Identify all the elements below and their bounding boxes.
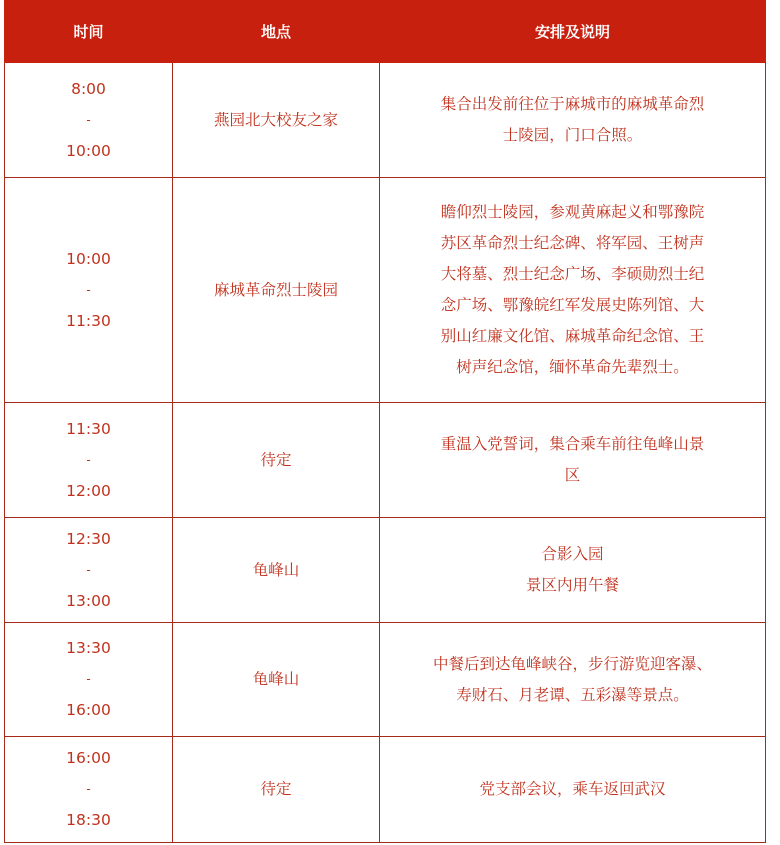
plan-line: 苏区革命烈士纪念碑、将军园、王树声 [440, 234, 705, 252]
table-row [5, 518, 766, 623]
time-cell [5, 178, 173, 403]
header-time: 时间 [5, 1, 173, 63]
plan-line: 合影入园 [541, 545, 604, 563]
plan-line: 集合出发前往位于麻城市的麻城革命烈 [440, 95, 705, 113]
plan-cell [380, 518, 766, 623]
start-time: 8:00 [71, 79, 106, 98]
header-place: 地点 [173, 1, 380, 63]
plan-line: 别山红廉文化馆、麻城革命纪念馆、王 [440, 327, 705, 345]
time-separator: - [86, 782, 91, 796]
plan-line: 树声纪念馆，缅怀革命先辈烈士。 [456, 358, 689, 376]
time-separator: - [86, 282, 91, 297]
place-cell: 龟峰山 [173, 623, 380, 737]
time-cell [5, 63, 173, 178]
plan-line: 重温入党誓词，集合乘车前往龟峰山景 [440, 435, 705, 453]
time-cell [5, 623, 173, 737]
plan-cell [380, 178, 766, 403]
start-time: 10:00 [66, 249, 111, 268]
end-time: 18:30 [66, 811, 111, 829]
end-time: 10:00 [66, 141, 111, 160]
plan-line: 区 [564, 466, 581, 484]
schedule-table [4, 0, 766, 843]
time-cell [5, 403, 173, 518]
end-time: 16:00 [66, 701, 111, 719]
place-cell: 待定 [173, 737, 380, 843]
plan-line: 大将墓、烈士纪念广场、李硕勋烈士纪 [440, 265, 705, 283]
start-time: 13:30 [66, 639, 111, 657]
start-time: 16:00 [66, 749, 111, 767]
table-header-row [5, 1, 766, 63]
start-time: 11:30 [66, 419, 111, 438]
plan-line: 念广场、鄂豫皖红军发展史陈列馆、大 [440, 296, 705, 314]
place-cell: 待定 [173, 403, 380, 518]
time-separator: - [86, 452, 91, 467]
start-time: 12:30 [66, 529, 111, 548]
table-row [5, 737, 766, 843]
end-time: 12:00 [66, 481, 111, 500]
plan-cell [380, 403, 766, 518]
time-separator: - [86, 672, 91, 686]
end-time: 13:00 [66, 591, 111, 610]
place-cell: 燕园北大校友之家 [173, 63, 380, 178]
time-separator: - [86, 112, 91, 127]
place-cell: 龟峰山 [173, 518, 380, 623]
time-separator: - [86, 562, 91, 577]
plan-cell [380, 63, 766, 178]
table-row [5, 63, 766, 178]
time-cell [5, 737, 173, 843]
place-cell: 麻城革命烈士陵园 [173, 178, 380, 403]
plan-line: 景区内用午餐 [525, 576, 619, 594]
plan-line: 士陵园，门口合照。 [502, 126, 643, 144]
table-row [5, 403, 766, 518]
plan-line: 中餐后到达龟峰峡谷，步行游览迎客瀑、 [432, 654, 712, 673]
plan-line: 瞻仰烈士陵园，参观黄麻起义和鄂豫院 [440, 203, 705, 221]
table-row [5, 623, 766, 737]
end-time: 11:30 [66, 311, 111, 330]
plan-cell [380, 737, 766, 843]
plan-line: 党支部会议，乘车返回武汉 [479, 780, 666, 798]
time-cell [5, 518, 173, 623]
header-plan: 安排及说明 [380, 1, 766, 63]
plan-cell [380, 623, 766, 737]
table-row [5, 178, 766, 403]
plan-line: 寿财石、月老谭、五彩瀑等景点。 [456, 685, 689, 704]
